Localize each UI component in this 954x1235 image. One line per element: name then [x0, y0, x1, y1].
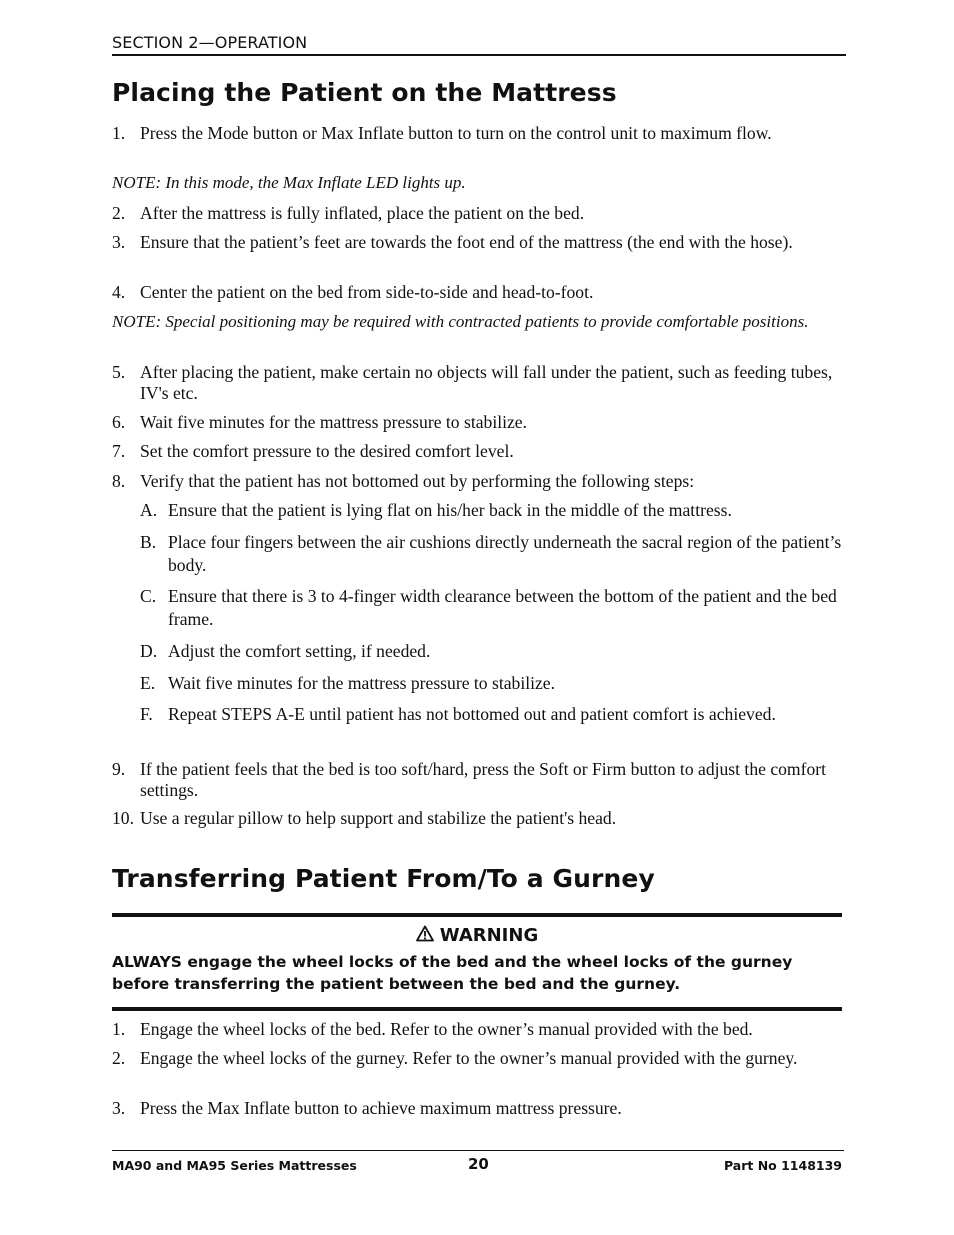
note-special-positioning: NOTE: Special positioning may be required with contracted patients to provide comfortable positions.	[112, 312, 809, 331]
section-title-transferring-patient: Transferring Patient From/To a Gurney	[112, 864, 655, 893]
gurney-step-3: 3. Press the Max Inflate button to achieve maximum mattress pressure.	[112, 1098, 622, 1118]
substep-d: D. Adjust the comfort setting, if needed.	[140, 641, 431, 661]
page-footer	[112, 1150, 844, 1177]
warning-text	[112, 951, 842, 995]
note-max-inflate-led: NOTE: In this mode, the Max Inflate LED lights up.	[112, 173, 466, 192]
step-5: 5. After placing the patient, make certain no objects will fall under the patient, such as feeding tubes, IV's etc.	[112, 362, 833, 403]
substep-a: A. Ensure that the patient is lying flat on his/her back in the middle of the mattress.	[140, 500, 732, 520]
warning-triangle-icon	[416, 925, 434, 947]
footer-product-name: MA90 and MA95 Series Mattresses	[112, 1158, 357, 1173]
substep-e: E. Wait five minutes for the mattress pressure to stabilize.	[140, 673, 556, 693]
step-9: 9. If the patient feels that the bed is too soft/hard, press the Soft or Firm button to adjust the comfort settings.	[112, 759, 827, 800]
warning-box	[112, 913, 842, 1011]
step-10: 10. Use a regular pillow to help support and stabilize the patient's head.	[112, 808, 617, 828]
step-6: 6. Wait five minutes for the mattress pressure to stabilize.	[112, 412, 528, 432]
step-8: 8. Verify that the patient has not bottomed out by performing the following steps:	[112, 471, 695, 491]
footer-part-number: Part No 1148139	[723, 1158, 842, 1173]
warning-body: engage the wheel locks of the bed and the wheel locks of the gurney before transferring the patient between the bed and the gurney.	[112, 953, 793, 993]
warning-lead: ALWAYS	[112, 953, 182, 971]
step-4: 4. Center the patient on the bed from side-to-side and head-to-foot.	[112, 282, 594, 302]
step-1: 1. Press the Mode button or Max Inflate button to turn on the control unit to maximum flow.	[112, 123, 772, 143]
substep-f: F. Repeat STEPS A-E until patient has not bottomed out and patient comfort is achieved.	[140, 704, 776, 724]
gurney-step-1: 1. Engage the wheel locks of the bed. Refer to the owner’s manual provided with the bed.	[112, 1019, 753, 1039]
warning-title: WARNING	[112, 925, 842, 947]
gurney-step-2: 2. Engage the wheel locks of the gurney. Refer to the owner’s manual provided with the gurney.	[112, 1048, 798, 1068]
step-3: 3. Ensure that the patient’s feet are towards the foot end of the mattress (the end with the hose).	[112, 232, 793, 252]
step-2: 2. After the mattress is fully inflated, place the patient on the bed.	[112, 203, 585, 223]
section-title-placing-patient: Placing the Patient on the Mattress	[112, 78, 617, 107]
section-header: SECTION 2—OPERATION	[112, 33, 846, 56]
substep-b: B. Place four fingers between the air cushions directly underneath the sacral region of the patient’s body.	[140, 532, 842, 575]
page-number: 20	[468, 1155, 489, 1173]
step-7: 7. Set the comfort pressure to the desired comfort level.	[112, 441, 514, 461]
substep-c: C. Ensure that there is 3 to 4-finger width clearance between the bottom of the patient and the bed frame.	[140, 586, 837, 629]
